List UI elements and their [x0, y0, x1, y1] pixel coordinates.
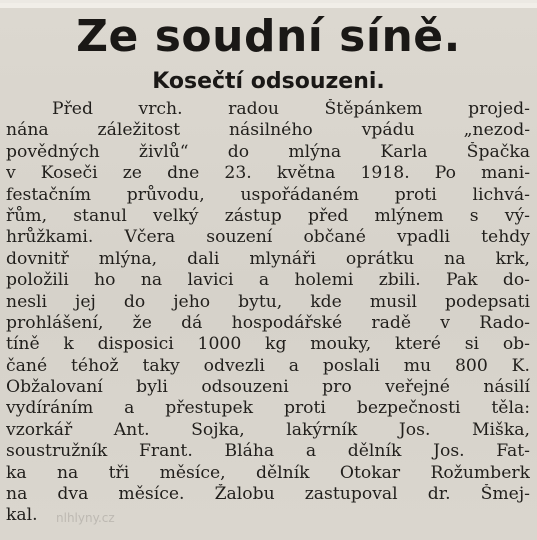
- article-line: kal.: [6, 505, 38, 526]
- article-line: čané téhož taky odvezli a poslali mu 800 K.: [6, 355, 530, 376]
- article-headline: Ze soudní síně.: [76, 11, 461, 62]
- article-line: tíně k disposici 1000 kg mouky, které si ob-: [6, 334, 530, 355]
- article-line: vzorkář Ant. Sojka, lakýrník Jos. Miška,: [6, 419, 530, 440]
- top-border: [0, 3, 537, 8]
- article-line: řům, stanul velký zástup před mlýnem s vý-: [6, 205, 530, 226]
- article-line: povědných živlů“ do mlýna Karla Špačka: [6, 141, 530, 162]
- watermark-text: nlhlyny.cz: [56, 511, 115, 525]
- article-line: festačním průvodu, uspořádaném proti lichvá-: [6, 184, 530, 205]
- article-line: prohlášení, že dá hospodářské radě v Rado-: [6, 312, 530, 333]
- article-line: vydíráním a přestupek proti bezpečnosti těla:: [6, 398, 530, 419]
- article-line: dovnitř mlýna, dali mlynáři oprátku na krk,: [6, 248, 530, 269]
- article-line: nána záležitost násilného vpádu „nezod-: [6, 120, 530, 141]
- article-subheadline: Kosečtí odsouzeni.: [152, 69, 385, 94]
- article-line: hrůžkami. Včera souzení občané vpadli tehdy: [6, 227, 530, 248]
- article-line: ka na tři měsíce, dělník Otokar Rožumberk: [6, 462, 530, 483]
- article-line: položili ho na lavici a holemi zbili. Pak do-: [6, 270, 530, 291]
- article-line: na dva měsíce. Žalobu zastupoval dr. Šmej-: [6, 484, 530, 505]
- article-line: nesli jej do jeho bytu, kde musil podepsati: [6, 291, 530, 312]
- article-body: [6, 99, 530, 527]
- article-line: v Koseči ze dne 23. května 1918. Po mani-: [6, 163, 530, 184]
- article-line: Obžalovaní byli odsouzeni pro veřejné násilí: [6, 377, 530, 398]
- article-line: soustružník Frant. Bláha a dělník Jos. Fat-: [6, 441, 530, 462]
- article-line: Před vrch. radou Štěpánkem projed-: [52, 99, 530, 119]
